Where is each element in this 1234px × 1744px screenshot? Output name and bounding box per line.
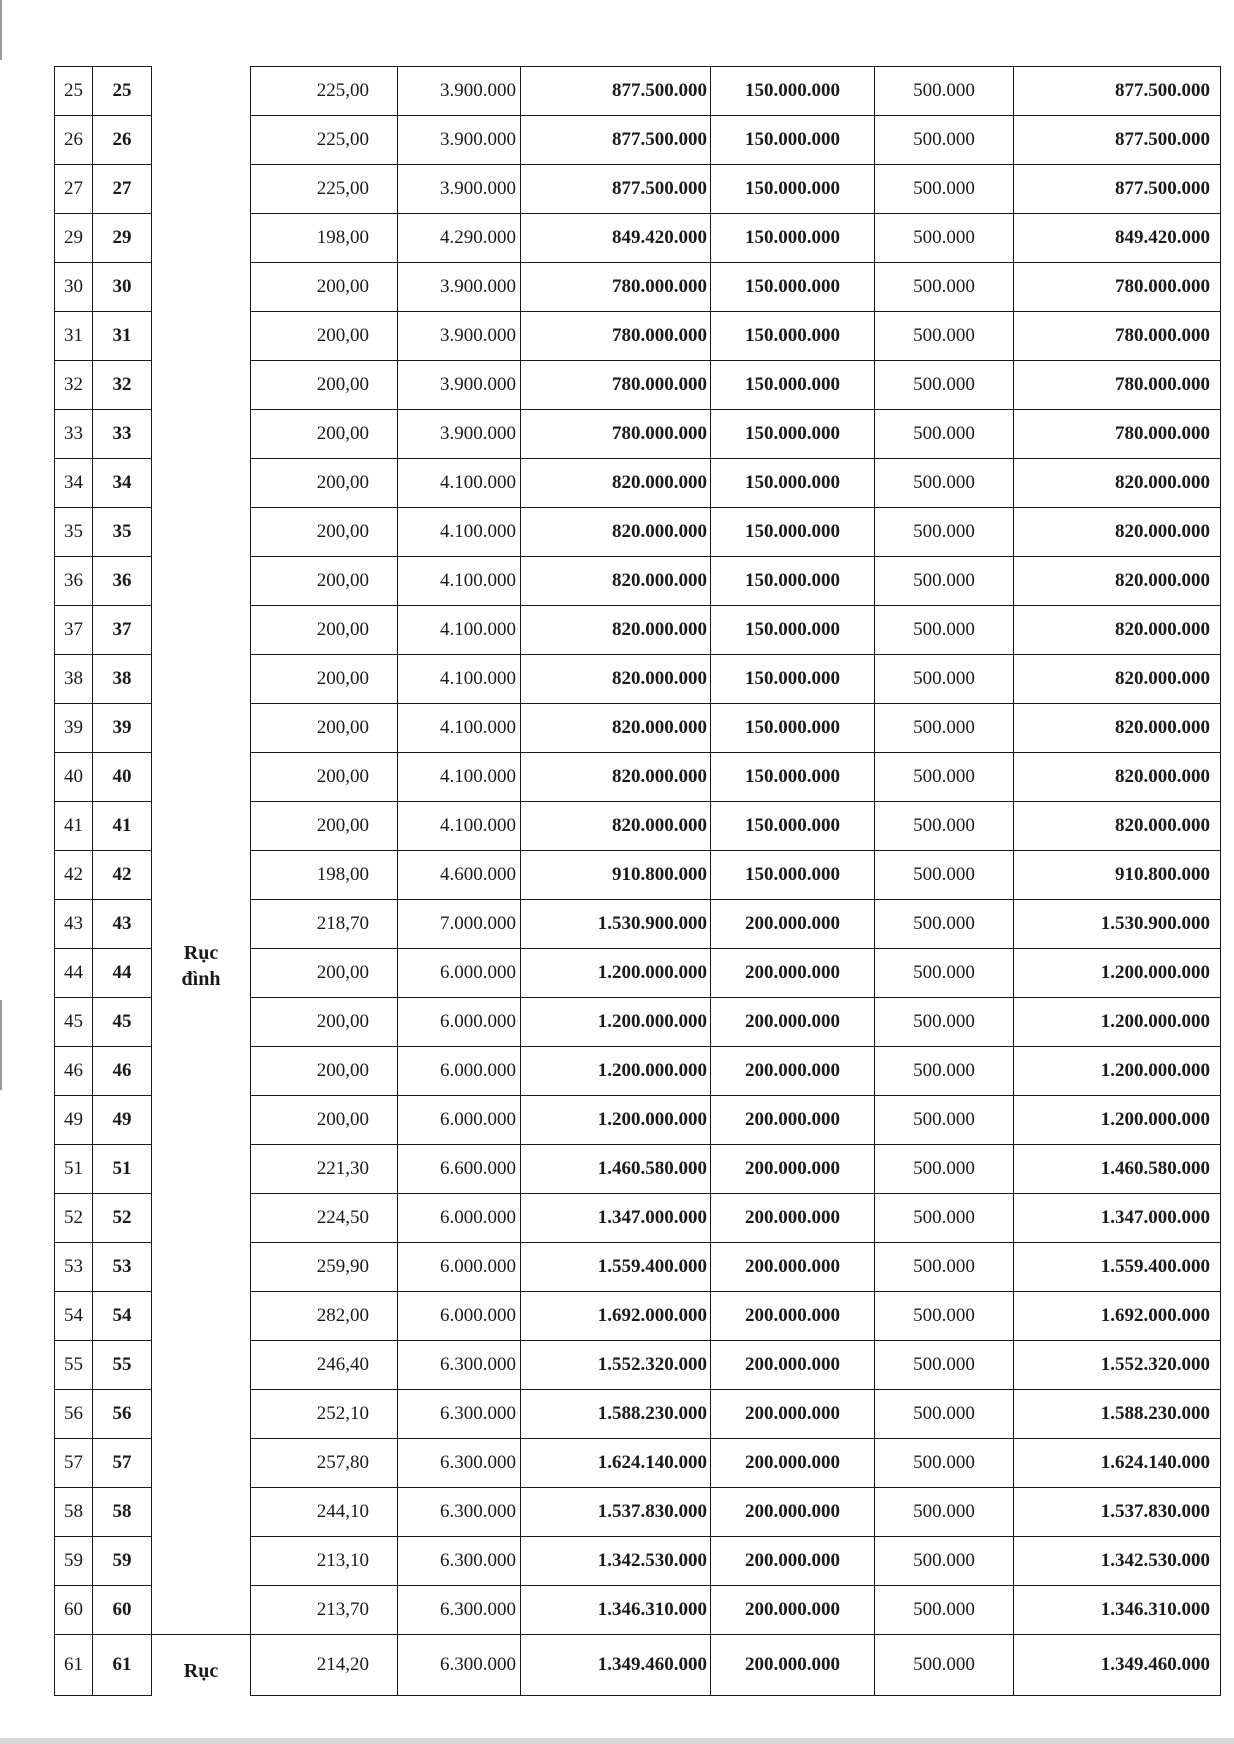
starting-price: 1.200.000.000 xyxy=(1014,949,1221,998)
starting-price: 877.500.000 xyxy=(1014,165,1221,214)
total-price: 1.692.000.000 xyxy=(521,1292,711,1341)
lot-number: 43 xyxy=(93,900,152,949)
row-number: 59 xyxy=(55,1537,93,1586)
lot-number: 53 xyxy=(93,1243,152,1292)
lot-number: 29 xyxy=(93,214,152,263)
total-price: 820.000.000 xyxy=(521,802,711,851)
dossier-fee: 500.000 xyxy=(875,165,1014,214)
area-value: 244,10 xyxy=(251,1488,398,1537)
deposit-amount: 200.000.000 xyxy=(711,949,875,998)
total-price: 1.460.580.000 xyxy=(521,1145,711,1194)
deposit-amount: 200.000.000 xyxy=(711,900,875,949)
unit-price: 4.290.000 xyxy=(398,214,521,263)
area-value: 225,00 xyxy=(251,165,398,214)
starting-price: 1.200.000.000 xyxy=(1014,1047,1221,1096)
lot-number: 49 xyxy=(93,1096,152,1145)
unit-price: 6.000.000 xyxy=(398,998,521,1047)
total-price: 910.800.000 xyxy=(521,851,711,900)
lot-number: 56 xyxy=(93,1390,152,1439)
deposit-amount: 150.000.000 xyxy=(711,459,875,508)
deposit-amount: 200.000.000 xyxy=(711,1047,875,1096)
starting-price: 1.537.830.000 xyxy=(1014,1488,1221,1537)
row-number: 52 xyxy=(55,1194,93,1243)
area-value: 200,00 xyxy=(251,949,398,998)
total-price: 1.624.140.000 xyxy=(521,1439,711,1488)
starting-price: 877.500.000 xyxy=(1014,116,1221,165)
starting-price: 877.500.000 xyxy=(1014,67,1221,116)
deposit-amount: 150.000.000 xyxy=(711,704,875,753)
row-number: 57 xyxy=(55,1439,93,1488)
area-value: 252,10 xyxy=(251,1390,398,1439)
total-price: 820.000.000 xyxy=(521,753,711,802)
dossier-fee: 500.000 xyxy=(875,1635,1014,1696)
total-price: 1.200.000.000 xyxy=(521,1096,711,1145)
dossier-fee: 500.000 xyxy=(875,116,1014,165)
dossier-fee: 500.000 xyxy=(875,606,1014,655)
starting-price: 820.000.000 xyxy=(1014,557,1221,606)
lot-number: 32 xyxy=(93,361,152,410)
lot-number: 26 xyxy=(93,116,152,165)
lot-number: 45 xyxy=(93,998,152,1047)
total-price: 820.000.000 xyxy=(521,704,711,753)
unit-price: 6.300.000 xyxy=(398,1635,521,1696)
unit-price: 4.100.000 xyxy=(398,557,521,606)
area-value: 200,00 xyxy=(251,753,398,802)
lot-number: 40 xyxy=(93,753,152,802)
unit-price: 3.900.000 xyxy=(398,165,521,214)
row-number: 39 xyxy=(55,704,93,753)
lot-number: 44 xyxy=(93,949,152,998)
unit-price: 3.900.000 xyxy=(398,263,521,312)
starting-price: 1.200.000.000 xyxy=(1014,1096,1221,1145)
dossier-fee: 500.000 xyxy=(875,1586,1014,1635)
land-price-table xyxy=(54,66,1221,1696)
total-price: 1.552.320.000 xyxy=(521,1341,711,1390)
dossier-fee: 500.000 xyxy=(875,900,1014,949)
deposit-amount: 200.000.000 xyxy=(711,1292,875,1341)
table-body xyxy=(55,67,1221,1696)
lot-number: 51 xyxy=(93,1145,152,1194)
lot-number: 35 xyxy=(93,508,152,557)
area-value: 224,50 xyxy=(251,1194,398,1243)
dossier-fee: 500.000 xyxy=(875,1292,1014,1341)
area-value: 200,00 xyxy=(251,312,398,361)
lot-number: 27 xyxy=(93,165,152,214)
unit-price: 6.000.000 xyxy=(398,1096,521,1145)
total-price: 1.588.230.000 xyxy=(521,1390,711,1439)
area-value: 198,00 xyxy=(251,851,398,900)
total-price: 877.500.000 xyxy=(521,67,711,116)
total-price: 820.000.000 xyxy=(521,508,711,557)
deposit-amount: 200.000.000 xyxy=(711,1341,875,1390)
lot-number: 30 xyxy=(93,263,152,312)
deposit-amount: 150.000.000 xyxy=(711,802,875,851)
total-price: 877.500.000 xyxy=(521,116,711,165)
deposit-amount: 150.000.000 xyxy=(711,557,875,606)
lot-number: 36 xyxy=(93,557,152,606)
lot-number: 54 xyxy=(93,1292,152,1341)
area-value: 200,00 xyxy=(251,704,398,753)
area-value: 200,00 xyxy=(251,263,398,312)
row-number: 54 xyxy=(55,1292,93,1341)
deposit-amount: 200.000.000 xyxy=(711,1390,875,1439)
lot-number: 61 xyxy=(93,1635,152,1696)
total-price: 1.200.000.000 xyxy=(521,998,711,1047)
unit-price: 6.300.000 xyxy=(398,1390,521,1439)
total-price: 877.500.000 xyxy=(521,165,711,214)
lot-number: 59 xyxy=(93,1537,152,1586)
total-price: 1.346.310.000 xyxy=(521,1586,711,1635)
area-value: 257,80 xyxy=(251,1439,398,1488)
row-number: 36 xyxy=(55,557,93,606)
area-value: 282,00 xyxy=(251,1292,398,1341)
area-value: 200,00 xyxy=(251,655,398,704)
row-number: 27 xyxy=(55,165,93,214)
starting-price: 1.349.460.000 xyxy=(1014,1635,1221,1696)
row-number: 49 xyxy=(55,1096,93,1145)
area-value: 213,70 xyxy=(251,1586,398,1635)
unit-price: 6.600.000 xyxy=(398,1145,521,1194)
total-price: 780.000.000 xyxy=(521,263,711,312)
row-number: 32 xyxy=(55,361,93,410)
unit-price: 4.100.000 xyxy=(398,655,521,704)
area-group-label: Rục xyxy=(152,1635,251,1696)
unit-price: 4.100.000 xyxy=(398,704,521,753)
deposit-amount: 150.000.000 xyxy=(711,165,875,214)
starting-price: 1.692.000.000 xyxy=(1014,1292,1221,1341)
area-value: 246,40 xyxy=(251,1341,398,1390)
dossier-fee: 500.000 xyxy=(875,704,1014,753)
row-number: 42 xyxy=(55,851,93,900)
row-number: 26 xyxy=(55,116,93,165)
dossier-fee: 500.000 xyxy=(875,851,1014,900)
total-price: 1.537.830.000 xyxy=(521,1488,711,1537)
row-number: 34 xyxy=(55,459,93,508)
starting-price: 1.200.000.000 xyxy=(1014,998,1221,1047)
dossier-fee: 500.000 xyxy=(875,263,1014,312)
deposit-amount: 200.000.000 xyxy=(711,1488,875,1537)
unit-price: 3.900.000 xyxy=(398,67,521,116)
starting-price: 1.624.140.000 xyxy=(1014,1439,1221,1488)
row-number: 51 xyxy=(55,1145,93,1194)
starting-price: 1.588.230.000 xyxy=(1014,1390,1221,1439)
deposit-amount: 200.000.000 xyxy=(711,1537,875,1586)
area-value: 200,00 xyxy=(251,1047,398,1096)
row-number: 45 xyxy=(55,998,93,1047)
starting-price: 780.000.000 xyxy=(1014,263,1221,312)
starting-price: 1.342.530.000 xyxy=(1014,1537,1221,1586)
deposit-amount: 200.000.000 xyxy=(711,1243,875,1292)
row-number: 56 xyxy=(55,1390,93,1439)
starting-price: 780.000.000 xyxy=(1014,312,1221,361)
unit-price: 4.100.000 xyxy=(398,508,521,557)
row-number: 43 xyxy=(55,900,93,949)
unit-price: 3.900.000 xyxy=(398,361,521,410)
dossier-fee: 500.000 xyxy=(875,1341,1014,1390)
lot-number: 46 xyxy=(93,1047,152,1096)
deposit-amount: 150.000.000 xyxy=(711,214,875,263)
deposit-amount: 150.000.000 xyxy=(711,263,875,312)
starting-price: 1.347.000.000 xyxy=(1014,1194,1221,1243)
unit-price: 7.000.000 xyxy=(398,900,521,949)
starting-price: 780.000.000 xyxy=(1014,410,1221,459)
row-number: 33 xyxy=(55,410,93,459)
deposit-amount: 150.000.000 xyxy=(711,312,875,361)
deposit-amount: 150.000.000 xyxy=(711,116,875,165)
deposit-amount: 200.000.000 xyxy=(711,1635,875,1696)
dossier-fee: 500.000 xyxy=(875,753,1014,802)
deposit-amount: 150.000.000 xyxy=(711,753,875,802)
dossier-fee: 500.000 xyxy=(875,1488,1014,1537)
area-value: 200,00 xyxy=(251,459,398,508)
row-number: 53 xyxy=(55,1243,93,1292)
starting-price: 780.000.000 xyxy=(1014,361,1221,410)
area-value: 198,00 xyxy=(251,214,398,263)
dossier-fee: 500.000 xyxy=(875,1096,1014,1145)
lot-number: 25 xyxy=(93,67,152,116)
unit-price: 6.300.000 xyxy=(398,1488,521,1537)
area-value: 225,00 xyxy=(251,67,398,116)
area-value: 200,00 xyxy=(251,508,398,557)
lot-number: 55 xyxy=(93,1341,152,1390)
unit-price: 6.000.000 xyxy=(398,949,521,998)
area-value: 200,00 xyxy=(251,410,398,459)
dossier-fee: 500.000 xyxy=(875,361,1014,410)
starting-price: 820.000.000 xyxy=(1014,508,1221,557)
dossier-fee: 500.000 xyxy=(875,214,1014,263)
dossier-fee: 500.000 xyxy=(875,1390,1014,1439)
total-price: 1.200.000.000 xyxy=(521,1047,711,1096)
dossier-fee: 500.000 xyxy=(875,1243,1014,1292)
row-number: 44 xyxy=(55,949,93,998)
starting-price: 820.000.000 xyxy=(1014,655,1221,704)
starting-price: 820.000.000 xyxy=(1014,802,1221,851)
deposit-amount: 150.000.000 xyxy=(711,361,875,410)
scan-bottom-strip xyxy=(0,1738,1234,1744)
row-number: 30 xyxy=(55,263,93,312)
starting-price: 910.800.000 xyxy=(1014,851,1221,900)
table-row xyxy=(55,1635,1221,1696)
lot-number: 39 xyxy=(93,704,152,753)
total-price: 820.000.000 xyxy=(521,459,711,508)
lot-number: 60 xyxy=(93,1586,152,1635)
area-value: 221,30 xyxy=(251,1145,398,1194)
deposit-amount: 150.000.000 xyxy=(711,410,875,459)
area-value: 214,20 xyxy=(251,1635,398,1696)
row-number: 61 xyxy=(55,1635,93,1696)
starting-price: 820.000.000 xyxy=(1014,606,1221,655)
starting-price: 1.559.400.000 xyxy=(1014,1243,1221,1292)
lot-number: 31 xyxy=(93,312,152,361)
row-number: 25 xyxy=(55,67,93,116)
dossier-fee: 500.000 xyxy=(875,1047,1014,1096)
deposit-amount: 200.000.000 xyxy=(711,1586,875,1635)
lot-number: 57 xyxy=(93,1439,152,1488)
area-value: 200,00 xyxy=(251,361,398,410)
dossier-fee: 500.000 xyxy=(875,459,1014,508)
total-price: 780.000.000 xyxy=(521,312,711,361)
starting-price: 820.000.000 xyxy=(1014,753,1221,802)
lot-number: 41 xyxy=(93,802,152,851)
row-number: 31 xyxy=(55,312,93,361)
row-number: 40 xyxy=(55,753,93,802)
dossier-fee: 500.000 xyxy=(875,1439,1014,1488)
row-number: 55 xyxy=(55,1341,93,1390)
dossier-fee: 500.000 xyxy=(875,949,1014,998)
unit-price: 6.000.000 xyxy=(398,1292,521,1341)
unit-price: 6.000.000 xyxy=(398,1047,521,1096)
area-value: 213,10 xyxy=(251,1537,398,1586)
starting-price: 849.420.000 xyxy=(1014,214,1221,263)
total-price: 1.349.460.000 xyxy=(521,1635,711,1696)
dossier-fee: 500.000 xyxy=(875,1145,1014,1194)
lot-number: 33 xyxy=(93,410,152,459)
area-value: 200,00 xyxy=(251,557,398,606)
starting-price: 1.346.310.000 xyxy=(1014,1586,1221,1635)
area-value: 200,00 xyxy=(251,802,398,851)
area-value: 218,70 xyxy=(251,900,398,949)
scan-edge-mark xyxy=(0,0,2,60)
unit-price: 6.300.000 xyxy=(398,1586,521,1635)
unit-price: 3.900.000 xyxy=(398,116,521,165)
total-price: 1.347.000.000 xyxy=(521,1194,711,1243)
row-number: 46 xyxy=(55,1047,93,1096)
deposit-amount: 150.000.000 xyxy=(711,655,875,704)
area-group-label: Rục đình xyxy=(152,67,251,1635)
area-value: 200,00 xyxy=(251,1096,398,1145)
deposit-amount: 150.000.000 xyxy=(711,851,875,900)
row-number: 58 xyxy=(55,1488,93,1537)
total-price: 820.000.000 xyxy=(521,655,711,704)
area-value: 225,00 xyxy=(251,116,398,165)
row-number: 41 xyxy=(55,802,93,851)
lot-number: 58 xyxy=(93,1488,152,1537)
row-number: 29 xyxy=(55,214,93,263)
unit-price: 4.100.000 xyxy=(398,606,521,655)
total-price: 1.200.000.000 xyxy=(521,949,711,998)
row-number: 37 xyxy=(55,606,93,655)
scan-edge-mark xyxy=(0,1000,2,1090)
total-price: 849.420.000 xyxy=(521,214,711,263)
deposit-amount: 200.000.000 xyxy=(711,1439,875,1488)
unit-price: 6.000.000 xyxy=(398,1243,521,1292)
dossier-fee: 500.000 xyxy=(875,802,1014,851)
lot-number: 42 xyxy=(93,851,152,900)
deposit-amount: 150.000.000 xyxy=(711,508,875,557)
dossier-fee: 500.000 xyxy=(875,557,1014,606)
lot-number: 34 xyxy=(93,459,152,508)
row-number: 60 xyxy=(55,1586,93,1635)
dossier-fee: 500.000 xyxy=(875,508,1014,557)
total-price: 780.000.000 xyxy=(521,410,711,459)
dossier-fee: 500.000 xyxy=(875,410,1014,459)
starting-price: 1.460.580.000 xyxy=(1014,1145,1221,1194)
dossier-fee: 500.000 xyxy=(875,1194,1014,1243)
starting-price: 820.000.000 xyxy=(1014,459,1221,508)
unit-price: 4.100.000 xyxy=(398,802,521,851)
dossier-fee: 500.000 xyxy=(875,67,1014,116)
unit-price: 3.900.000 xyxy=(398,410,521,459)
unit-price: 6.300.000 xyxy=(398,1439,521,1488)
deposit-amount: 200.000.000 xyxy=(711,998,875,1047)
deposit-amount: 150.000.000 xyxy=(711,606,875,655)
row-number: 35 xyxy=(55,508,93,557)
area-value: 259,90 xyxy=(251,1243,398,1292)
starting-price: 1.552.320.000 xyxy=(1014,1341,1221,1390)
table-row xyxy=(55,67,1221,116)
area-value: 200,00 xyxy=(251,606,398,655)
dossier-fee: 500.000 xyxy=(875,655,1014,704)
unit-price: 6.300.000 xyxy=(398,1537,521,1586)
total-price: 1.530.900.000 xyxy=(521,900,711,949)
total-price: 780.000.000 xyxy=(521,361,711,410)
starting-price: 1.530.900.000 xyxy=(1014,900,1221,949)
deposit-amount: 150.000.000 xyxy=(711,67,875,116)
area-value: 200,00 xyxy=(251,998,398,1047)
starting-price: 820.000.000 xyxy=(1014,704,1221,753)
unit-price: 4.100.000 xyxy=(398,459,521,508)
unit-price: 4.100.000 xyxy=(398,753,521,802)
total-price: 820.000.000 xyxy=(521,606,711,655)
total-price: 1.342.530.000 xyxy=(521,1537,711,1586)
dossier-fee: 500.000 xyxy=(875,998,1014,1047)
dossier-fee: 500.000 xyxy=(875,1537,1014,1586)
deposit-amount: 200.000.000 xyxy=(711,1194,875,1243)
dossier-fee: 500.000 xyxy=(875,312,1014,361)
unit-price: 4.600.000 xyxy=(398,851,521,900)
row-number: 38 xyxy=(55,655,93,704)
unit-price: 6.000.000 xyxy=(398,1194,521,1243)
lot-number: 52 xyxy=(93,1194,152,1243)
unit-price: 3.900.000 xyxy=(398,312,521,361)
lot-number: 38 xyxy=(93,655,152,704)
total-price: 1.559.400.000 xyxy=(521,1243,711,1292)
total-price: 820.000.000 xyxy=(521,557,711,606)
unit-price: 6.300.000 xyxy=(398,1341,521,1390)
deposit-amount: 200.000.000 xyxy=(711,1096,875,1145)
lot-number: 37 xyxy=(93,606,152,655)
deposit-amount: 200.000.000 xyxy=(711,1145,875,1194)
